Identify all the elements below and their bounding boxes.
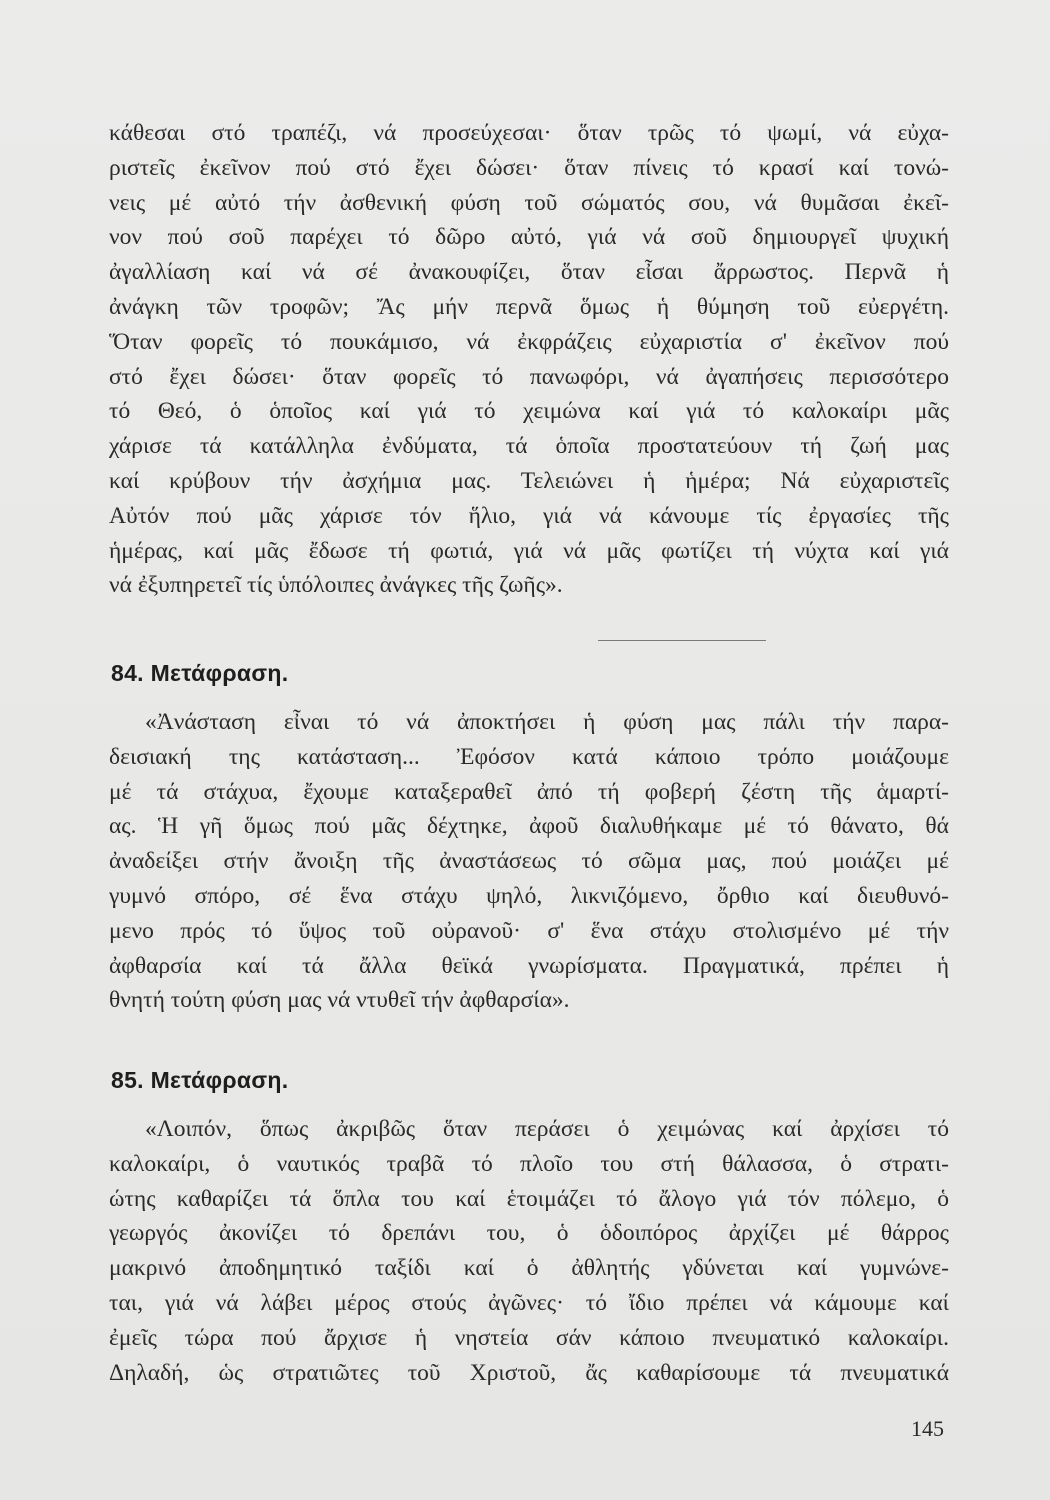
text-line: ἀνάγκη τῶν τροφῶν; Ἄς μήν περνᾶ ὅμως ἡ θύμηση τοῦ εὐεργέτη. (109, 293, 949, 320)
text-line: ται, γιά νά λάβει μέρος στούς ἀγῶνες· τό ἴδιο πρέπει νά κάμουμε καί (109, 1289, 949, 1316)
text-line: μακρινό ἀποδημητικό ταξίδι καί ὁ ἀθλητής γδύνεται καί γυμνώνε- (109, 1255, 949, 1282)
text-line: χάρισε τά κατάλληλα ἐνδύματα, τά ὁποῖα προστατεύουν τή ζωή μας (109, 433, 949, 460)
text-line: μενο πρός τό ὕψος τοῦ οὐρανοῦ· σ' ἕνα στάχυ στολισμένο μέ τήν (109, 917, 949, 944)
text-line: γυμνό σπόρο, σέ ἕνα στάχυ ψηλό, λικνιζόμενο, ὄρθιο καί διευθυνό- (109, 882, 949, 909)
text-line: νά ἐξυπηρετεῖ τίς ὑπόλοιπες ἀνάγκες τῆς ζωῆς». (109, 572, 563, 599)
text-line: νον πού σοῦ παρέχει τό δῶρο αὐτό, γιά νά σοῦ δημιουργεῖ ψυχική (109, 224, 949, 251)
text-line: δεισιακή της κατάσταση... Ἐφόσον κατά κάποιο τρόπο μοιάζουμε (109, 743, 949, 770)
text-line: «Λοιπόν, ὅπως ἀκριβῶς ὅταν περάσει ὁ χειμώνας καί ἀρχίσει τό (145, 1116, 949, 1142)
text-line: μέ τά στάχυα, ἔχουμε καταξεραθεῖ ἀπό τή φοβερή ζέστη τῆς ἁμαρτί- (109, 778, 949, 805)
text-line: θνητή τούτη φύση μας νά ντυθεῖ τήν ἀφθαρσία». (109, 987, 570, 1014)
text-line: «Ἀνάσταση εἶναι τό νά ἀποκτήσει ἡ φύση μας πάλι τήν παρα- (145, 709, 949, 735)
text-line: Αὐτόν πού μᾶς χάρισε τόν ἥλιο, γιά νά κάνουμε τίς ἐργασίες τῆς (109, 502, 949, 529)
text-line: ας. Ἡ γῆ ὅμως πού μᾶς δέχτηκε, ἀφοῦ διαλυθήκαμε μέ τό θάνατο, θά (109, 813, 949, 840)
section-heading-85: 85. Μετάφραση. (111, 1067, 289, 1093)
text-line: νεις μέ αὐτό τήν ἀσθενική φύση τοῦ σώματός σου, νά θυμᾶσαι ἐκεῖ- (109, 189, 949, 216)
section-heading-84: 84. Μετάφραση. (111, 660, 289, 686)
intro-paragraph (109, 116, 949, 603)
text-line: γεωργός ἀκονίζει τό δρεπάνι του, ὁ ὁδοιπόρος ἀρχίζει μέ θάρρος (109, 1220, 949, 1247)
section-84-paragraph (109, 705, 949, 1018)
text-line: ἀφθαρσία καί τά ἄλλα θεϊκά γνωρίσματα. Πραγματικά, πρέπει ἡ (109, 952, 949, 979)
text-line: Δηλαδή, ὡς στρατιῶτες τοῦ Χριστοῦ, ἄς καθαρίσουμε τά πνευματικά (109, 1359, 949, 1386)
text-line: ἀναδείξει στήν ἄνοιξη τῆς ἀναστάσεως τό σῶμα μας, πού μοιάζει μέ (109, 848, 949, 875)
text-line: κάθεσαι στό τραπέζι, νά προσεύχεσαι· ὅταν τρῶς τό ψωμί, νά εὐχα- (109, 120, 949, 146)
text-line: τό Θεό, ὁ ὁποῖος καί γιά τό χειμώνα καί γιά τό καλοκαίρι μᾶς (109, 398, 949, 425)
page-number: 145 (911, 1416, 944, 1441)
text-line: στό ἔχει δώσει· ὅταν φορεῖς τό πανωφόρι, νά ἀγαπήσεις περισσότερο (109, 363, 949, 390)
text-line: ἀγαλλίαση καί νά σέ ἀνακουφίζει, ὅταν εἶσαι ἄρρωστος. Περνᾶ ἡ (109, 259, 949, 286)
text-line: καί κρύβουν τήν ἀσχήμια μας. Τελειώνει ἡ ἡμέρα; Νά εὐχαριστεῖς (109, 467, 949, 494)
text-line: καλοκαίρι, ὁ ναυτικός τραβᾶ τό πλοῖο του στή θάλασσα, ὁ στρατι- (109, 1150, 949, 1177)
text-line: ἐμεῖς τώρα πού ἄρχισε ἡ νηστεία σάν κάποιο πνευματικό καλοκαίρι. (109, 1324, 949, 1351)
separator-line (598, 640, 766, 641)
text-line: Ὅταν φορεῖς τό πουκάμισο, νά ἐκφράζεις εὐχαριστία σ' ἐκεῖνον πού (109, 328, 949, 355)
text-line: ἡμέρας, καί μᾶς ἔδωσε τή φωτιά, γιά νά μᾶς φωτίζει τή νύχτα καί γιά (109, 537, 949, 564)
text-line: ριστεῖς ἐκεῖνον πού στό ἔχει δώσει· ὅταν πίνεις τό κρασί καί τονώ- (109, 154, 949, 181)
section-85-paragraph (109, 1112, 949, 1390)
text-line: ώτης καθαρίζει τά ὅπλα του καί ἑτοιμάζει τό ἄλογο γιά τόν πόλεμο, ὁ (109, 1185, 949, 1212)
